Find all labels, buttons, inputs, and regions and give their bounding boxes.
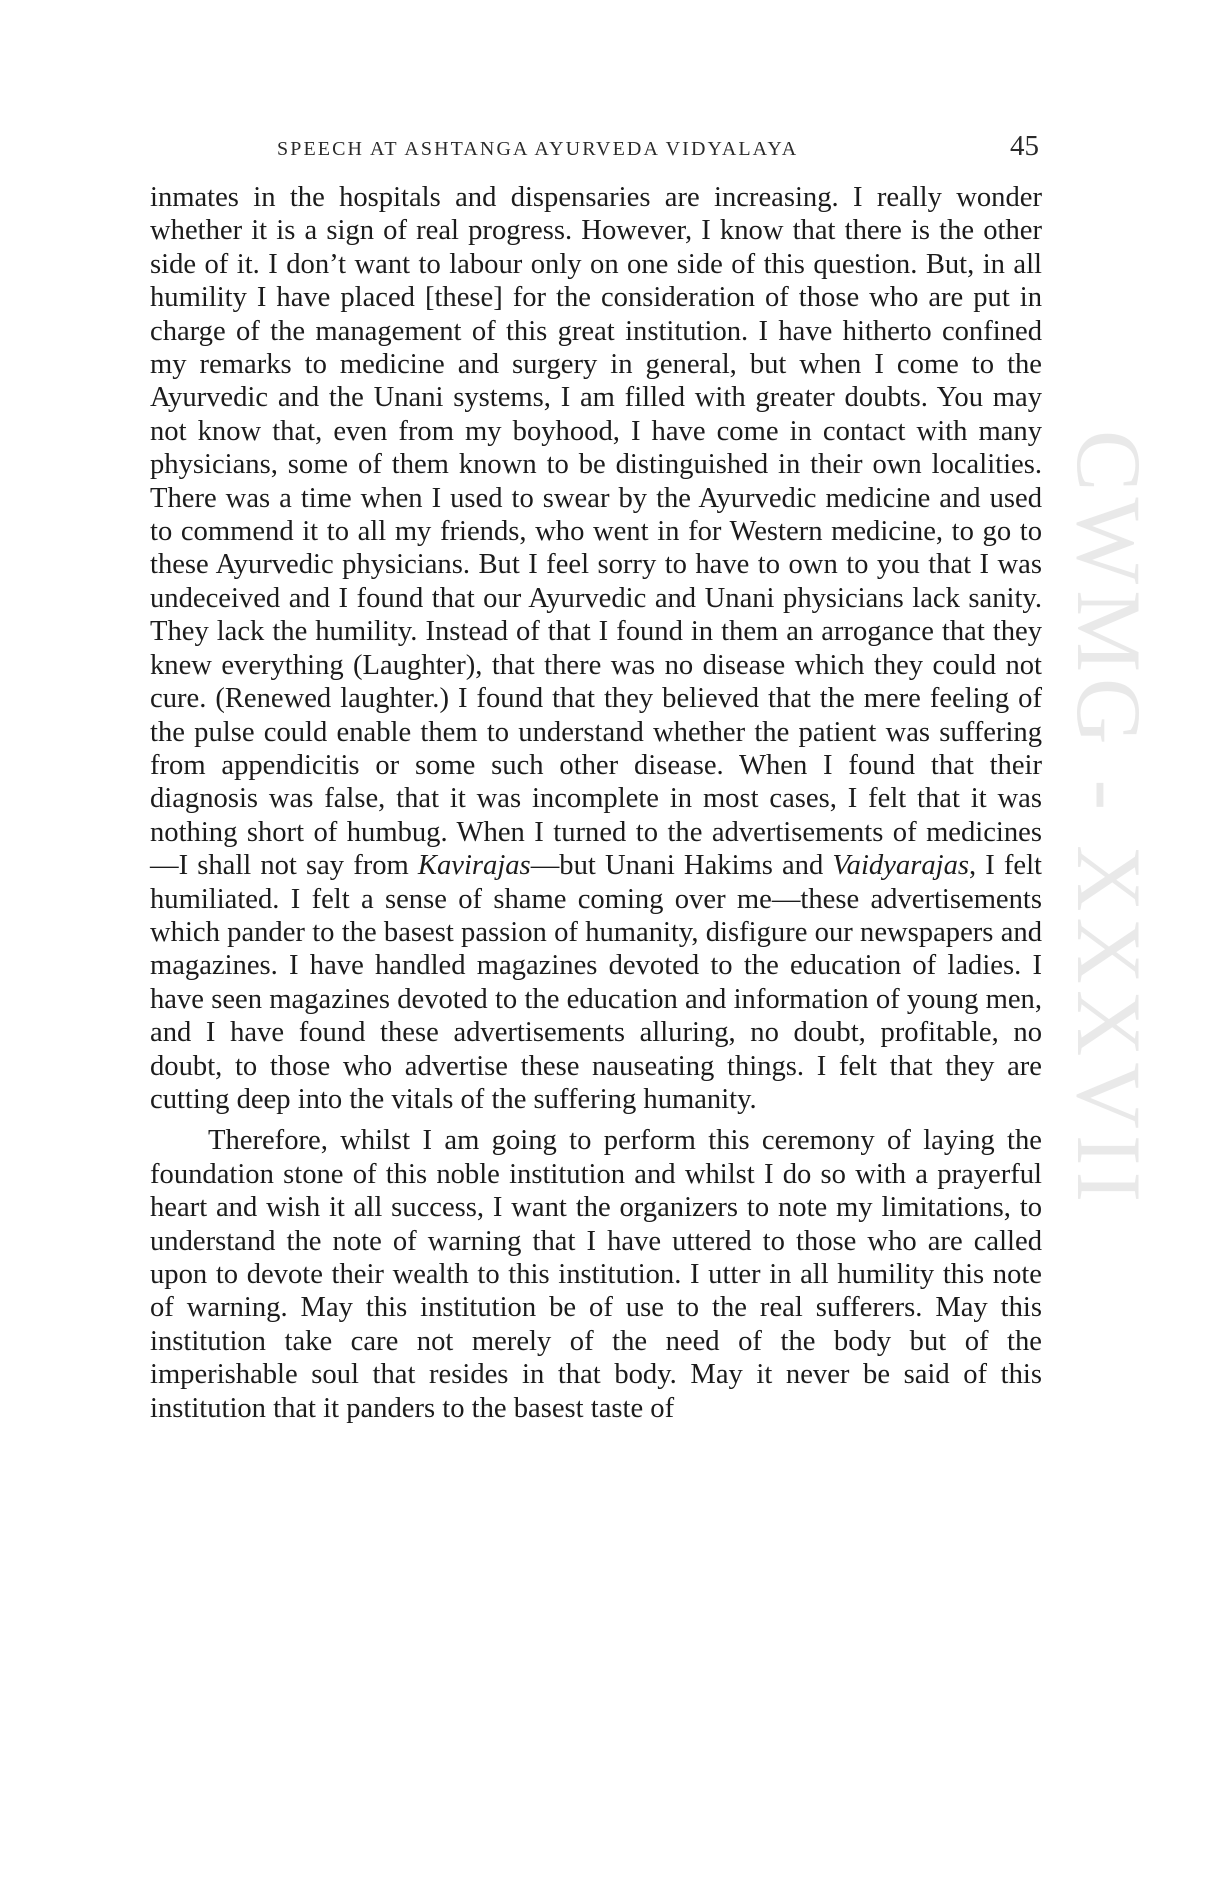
text-run: —but Unani Hakims and [530,850,833,882]
body-text [150,181,1042,1425]
paragraph-2 [150,1124,1042,1425]
running-title: SPEECH AT ASHTANGA AYURVEDA VIDYALAYA [277,138,799,160]
italic-term-kavirajas: Kavirajas [417,850,531,882]
text-run: , I felt humiliated. I felt a sense of shame coming over me—these advertisements which pander to the basest passion of humanity, disfigure our newspapers and magazines. I have handled magazines devoted to the education of ladies. I have seen magazines devoted to the education and information of young men, and I have found these advertisements alluring, no doubt, profitable, no doubt, to those who advertise these nauseating things. I felt that they are cutting deep into the vitals of the suffering humanity. [150,850,1042,1115]
text-run: Therefore, whilst I am going to perform this ceremony of laying the foundation stone of this noble institution and whilst I do so with a prayerful heart and wish it all success, I want the organizers to note my limitations, to understand the note of warning that I have uttered to those who are called upon to devote their wealth to this institution. I utter in all humility this note of warning. May this institution be of use to the real sufferers. May this institution take care not merely of the need of the body but of the imperishable soul that resides in that body. May it never be said of this institution that it panders to the basest taste of [150,1125,1042,1424]
paragraph-1 [150,181,1042,1116]
running-head [0,130,1229,174]
watermark [1058,430,1160,1530]
text-run: inmates in the hospitals and dispensaries are increasing. I really wonder whether it is a sign of real progress. However, I know that there is the other side of it. I don’t want to labour only on one side of this question. But, in all humility I have placed [these] for the consideration of those who are put in charge of the management of this great institution. I have hitherto confined my remarks to medicine and surgery in general, but when I come to the Ayurvedic and the Unani systems, I am filled with greater doubts. You may not know that, even from my boyhood, I have come in contact with many physicians, some of them known to be distinguished in their own localities. There was a time when I used to swear by the Ayurvedic medicine and used to commend it to all my friends, who went in for Western medicine, to go to these Ayurvedic physicians. But I feel sorry to have to own to you that I was undeceived and I found that our Ayurvedic and Unani physicians lack sanity. They lack the humility. Instead of that I found in them an arrogance that they knew everything (Laughter), that there was no disease which they could not cure. (Renewed laughter.) I found that they believed that the mere feeling of the pulse could enable them to understand whether the patient was suffering from appendicitis or some such other disease. When I found that their diagnosis was false, that it was incomplete in most cases, I felt that it was nothing short of humbug. When I turned to the advertisements of medicines—I shall not say from [150,182,1042,882]
watermark-text: CWMG - XXXVII [1058,430,1160,1209]
page-number: 45 [1010,130,1039,162]
italic-term-vaidyarajas: Vaidyarajas [832,850,969,882]
